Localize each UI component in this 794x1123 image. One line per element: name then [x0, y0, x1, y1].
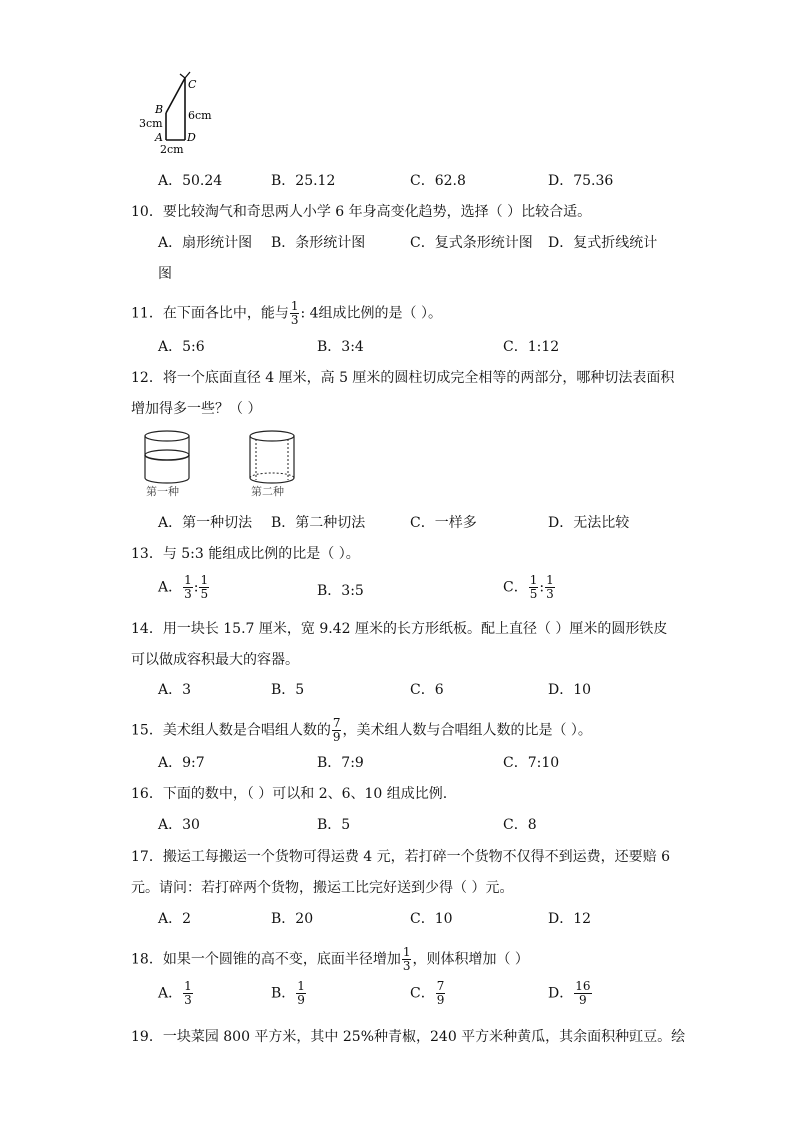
q11-option-b: B．3:4: [317, 339, 364, 355]
q13-option-b: B．3:5: [317, 583, 364, 599]
cylinder-figure-2: [245, 428, 305, 500]
q10-option-a: A．扇形统计图: [158, 235, 253, 251]
q15-option-a: A．9:7: [158, 755, 205, 771]
q17-option-c: C．10: [410, 911, 453, 927]
q12-option-a: A．第一种切法: [158, 515, 253, 531]
q14-option-c: C．6: [410, 682, 444, 698]
q15-text-before: 15．美术组人数是合唱组人数的: [131, 722, 331, 739]
q15-fraction: $\frac{7}{9}$: [332, 716, 341, 744]
q14-option-a: A．3: [158, 682, 192, 698]
label-d: D: [187, 131, 196, 144]
q18-text: [131, 946, 529, 973]
cylinder-caption-1: 第一种: [146, 485, 179, 498]
q16-option-a: A．30: [158, 817, 200, 833]
q13-option-a: A． $\frac{1}{3}$ : $\frac{1}{5}$: [158, 573, 209, 601]
q11-text-before: 11．在下面各比中，能与: [131, 305, 289, 322]
label-b: B: [155, 103, 164, 116]
q18-text-before: 18．如果一个圆锥的高不变，底面半径增加: [131, 951, 401, 968]
q12-option-c: C．一样多: [410, 515, 477, 531]
q9-option-a: A．50.24: [158, 173, 223, 189]
q9-option-d: D．75.36: [548, 173, 614, 189]
q10-option-c: C．复式条形统计图: [410, 235, 533, 251]
q18-text-after: ，则体积增加（ ）: [412, 951, 529, 968]
q17-option-a: A．2: [158, 911, 192, 927]
q19-text: 19．一块菜园 800 平方米，其中 25%种青椒，240 平方米种黄瓜，其余面积种豇豆。绘: [131, 1029, 686, 1045]
dim-ab: 3cm: [139, 117, 163, 130]
q10-option-b: B．条形统计图: [271, 235, 366, 251]
q11-fraction: $\frac{1}{3}$: [290, 299, 299, 327]
q12-option-d: D．无法比较: [548, 515, 630, 531]
q15-text: [131, 717, 592, 744]
q14-line2: 可以做成容积最大的容器。: [131, 652, 299, 668]
q16-option-b: B．5: [317, 817, 351, 833]
dim-ad: 2cm: [160, 143, 184, 156]
q18-option-a: A． $\frac{1}{3}$: [158, 979, 192, 1007]
cylinder-figure-1: [140, 428, 200, 500]
q10-option-d: D．复式折线统计: [548, 235, 658, 251]
q10-text: 10．要比较淘气和奇思两人小学 6 年身高变化趋势，选择（ ）比较合适。: [131, 204, 592, 220]
q11-option-c: C．1:12: [503, 339, 560, 355]
q12-option-b: B．第二种切法: [271, 515, 366, 531]
q18-option-b: B． $\frac{1}{9}$: [271, 979, 305, 1007]
dim-cd: 6cm: [188, 109, 212, 122]
q16-option-c: C．8: [503, 817, 537, 833]
q15-option-b: B．7:9: [317, 755, 364, 771]
q17-line1: 17．搬运工每搬运一个货物可得运费 4 元，若打碎一个货物不仅得不到运费，还要赔 6: [131, 849, 670, 865]
trapezoid-figure: [138, 66, 212, 158]
q17-option-d: D．12: [548, 911, 592, 927]
q13-option-c: C． $\frac{1}{5}$ : $\frac{1}{3}$: [503, 573, 554, 601]
label-c: C: [188, 78, 197, 91]
q15-option-c: C．7:10: [503, 755, 560, 771]
q12-line1: 12．将一个底面直径 4 厘米，高 5 厘米的圆柱切成完全相等的两部分，哪种切法表面积: [131, 370, 675, 386]
edge-bc: [166, 78, 185, 113]
q14-line1: 14．用一块长 15.7 厘米，宽 9.42 厘米的长方形纸板。配上直径（ ）厘米的圆形铁皮: [131, 621, 668, 637]
q11-text-after: : 4组成比例的是（ ）。: [300, 305, 442, 322]
q17-line2: 元。请问：若打碎两个货物，搬运工比完好送到少得（ ）元。: [131, 880, 514, 896]
q16-text: 16．下面的数中，（ ）可以和 2、6、10 组成比例.: [131, 786, 448, 802]
q9-option-b: B．25.12: [271, 173, 336, 189]
q10-wrap: 图: [158, 266, 172, 282]
q15-text-after: ，美术组人数与合唱组人数的比是（ ）。: [342, 722, 592, 739]
cylinder-caption-2: 第二种: [251, 485, 284, 498]
q17-option-b: B．20: [271, 911, 314, 927]
q14-option-d: D．10: [548, 682, 592, 698]
q11-text: [131, 300, 442, 327]
q12-line2: 增加得多一些？（ ）: [131, 401, 262, 417]
q11-option-a: A．5:6: [158, 339, 205, 355]
q18-option-d: D． $\frac{16}{9}$: [548, 979, 591, 1007]
q13-text: 13．与 5:3 能组成比例的比是（ ）。: [131, 546, 360, 562]
q9-option-c: C．62.8: [410, 173, 466, 189]
q18-option-c: C． $\frac{7}{9}$: [410, 979, 445, 1007]
label-a: A: [155, 131, 163, 144]
q18-fraction: $\frac{1}{3}$: [402, 945, 411, 973]
q14-option-b: B．5: [271, 682, 305, 698]
